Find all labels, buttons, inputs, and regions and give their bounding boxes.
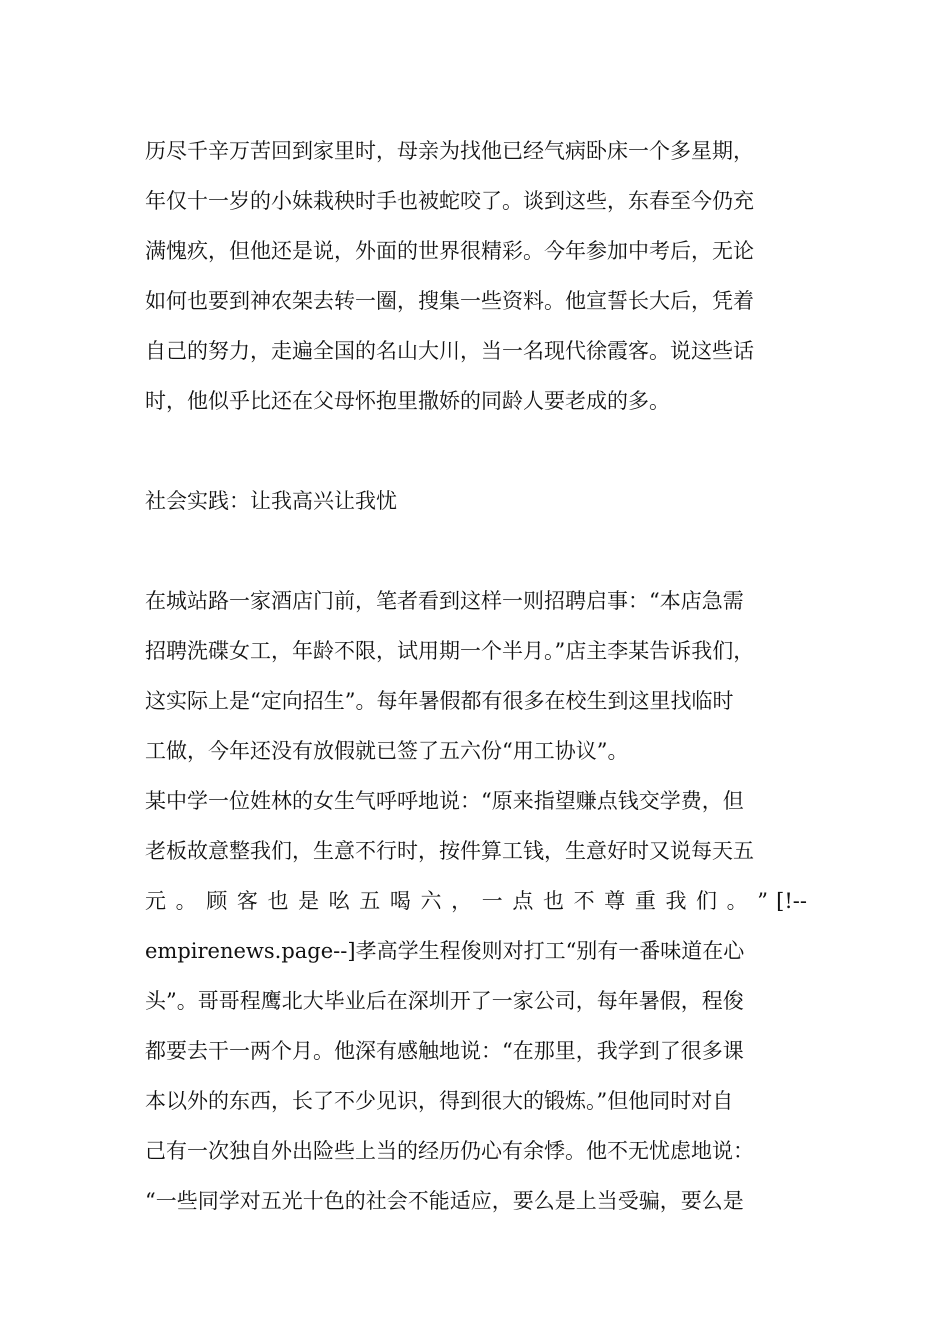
- paragraph-2-line-2: 招聘洗碟女工，年龄不限，试用期一个半月。”店主李某告诉我们，: [145, 639, 755, 663]
- paragraph-3-line-4: empirenews.page--]孝高学生程俊则对打工“别有一番味道在心: [145, 939, 745, 963]
- paragraph-1-line-5: 自己的努力，走遍全国的名山大川，当一名现代徐霞客。说这些话: [145, 339, 754, 363]
- paragraph-3-line-2: 老板故意整我们，生意不行时，按件算工钱，生意好时又说每天五: [145, 839, 754, 863]
- paragraph-3-line-7: 本以外的东西，长了不少见识，得到很大的锻炼。”但他同时对自: [145, 1089, 734, 1113]
- paragraph-3-line-1: 某中学一位姓林的女生气呼呼地说：“原来指望赚点钱交学费，但: [145, 789, 744, 813]
- paragraph-3-line-6: 都要去干一两个月。他深有感触地说：“在那里，我学到了很多课: [145, 1039, 744, 1063]
- paragraph-1-line-4: 如何也要到神农架去转一圈，搜集一些资料。他宣誓长大后，凭着: [145, 289, 754, 313]
- paragraph-3-line-8: 己有一次独自外出险些上当的经历仍心有余悸。他不无忧虑地说：: [145, 1139, 754, 1163]
- paragraph-2-line-3: 这实际上是“定向招生”。每年暑假都有很多在校生到这里找临时: [145, 689, 734, 713]
- paragraph-1-line-1: 历尽千辛万苦回到家里时，母亲为找他已经气病卧床一个多星期，: [145, 139, 754, 163]
- paragraph-3-line-5: 头”。哥哥程鹰北大毕业后在深圳开了一家公司，每年暑假，程俊: [145, 989, 744, 1013]
- section-heading: 社会实践：让我高兴让我忧: [145, 489, 397, 513]
- paragraph-1-line-2: 年仅十一岁的小妹栽秧时手也被蛇咬了。谈到这些，东春至今仍充: [145, 189, 754, 213]
- paragraph-2-line-1: 在城站路一家酒店门前，笔者看到这样一则招聘启事：“本店急需: [145, 589, 744, 613]
- paragraph-2-line-4: 工做，今年还没有放假就已签了五六份“用工协议”。: [145, 739, 629, 763]
- paragraph-3-line-9: “一些同学对五光十色的社会不能适应，要么是上当受骗，要么是: [145, 1189, 744, 1213]
- paragraph-1-line-3: 满愧疚，但他还是说，外面的世界很精彩。今年参加中考后，无论: [145, 239, 754, 263]
- paragraph-1-line-6: 时，他似乎比还在父母怀抱里撒娇的同龄人要老成的多。: [145, 389, 670, 413]
- paragraph-3-line-3: 元 。 顾 客 也 是 吆 五 喝 六 ， 一 点 也 不 尊 重 我 们 。 ” [!--: [145, 889, 807, 913]
